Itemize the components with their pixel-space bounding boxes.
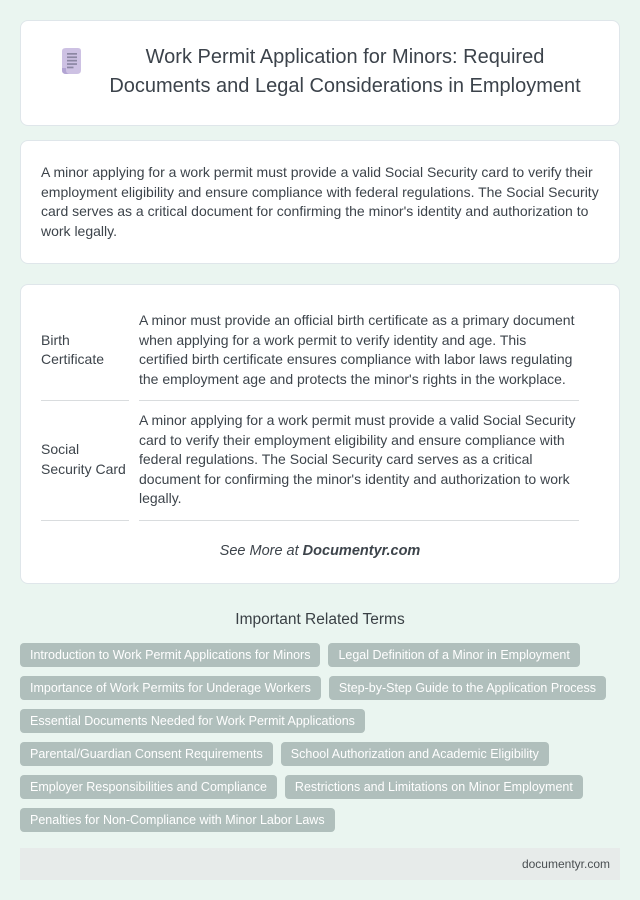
- definitions-table: [31, 301, 589, 521]
- related-term-tag[interactable]: Essential Documents Needed for Work Permit Applications: [20, 709, 365, 733]
- related-term-tag[interactable]: Restrictions and Limitations on Minor Employment: [285, 775, 583, 799]
- footer-site-link[interactable]: documentyr.com: [521, 856, 610, 871]
- definitions-card: [20, 284, 620, 584]
- receipt-icon: [59, 47, 83, 82]
- related-terms-heading: Important Related Terms: [235, 610, 405, 628]
- description-cell: A minor must provide an official birth certificate as a primary document when applying for a work permit to verify identity and age. This certified birth certificate ensures compliance with labor laws regulating the employment age and protects the minor's rights in the workplace.: [139, 301, 579, 401]
- related-term-tag[interactable]: Step-by-Step Guide to the Application Process: [329, 676, 606, 700]
- see-more-brand-link[interactable]: Documentyr.com: [302, 542, 421, 559]
- see-more-text: See More at: [219, 542, 303, 559]
- intro-paragraph: A minor applying for a work permit must provide a valid Social Security card to verify their employment eligibility and ensure compliance with federal regulations. The Social Security card serves as a critical document for confirming the minor's identity and authorization to work legally.: [41, 164, 599, 239]
- related-term-tag[interactable]: Introduction to Work Permit Applications for Minors: [20, 643, 320, 667]
- related-term-tag[interactable]: Penalties for Non-Compliance with Minor Labor Laws: [20, 808, 335, 832]
- description-cell: A minor applying for a work permit must provide a valid Social Security card to verify their employment eligibility and ensure compliance with federal regulations. The Social Security card serves as a critical document for confirming the minor's identity and authorization to work legally.: [139, 401, 579, 521]
- table-row: [41, 301, 579, 401]
- table-row: [41, 401, 579, 521]
- related-term-tag[interactable]: Importance of Work Permits for Underage Workers: [20, 676, 321, 700]
- related-terms-list: [20, 643, 620, 832]
- related-term-tag[interactable]: Employer Responsibilities and Compliance: [20, 775, 277, 799]
- see-more-line: [41, 543, 599, 559]
- intro-card: [20, 140, 620, 264]
- related-term-tag[interactable]: Legal Definition of a Minor in Employment: [328, 643, 579, 667]
- title-card: [20, 20, 620, 126]
- footer-bar: [20, 848, 620, 880]
- term-cell: Birth Certificate: [41, 301, 129, 401]
- page-title: Work Permit Application for Minors: Required Documents and Legal Considerations in Employment: [109, 46, 581, 97]
- related-term-tag[interactable]: Parental/Guardian Consent Requirements: [20, 742, 273, 766]
- term-cell: Social Security Card: [41, 401, 129, 521]
- related-term-tag[interactable]: School Authorization and Academic Eligibility: [281, 742, 549, 766]
